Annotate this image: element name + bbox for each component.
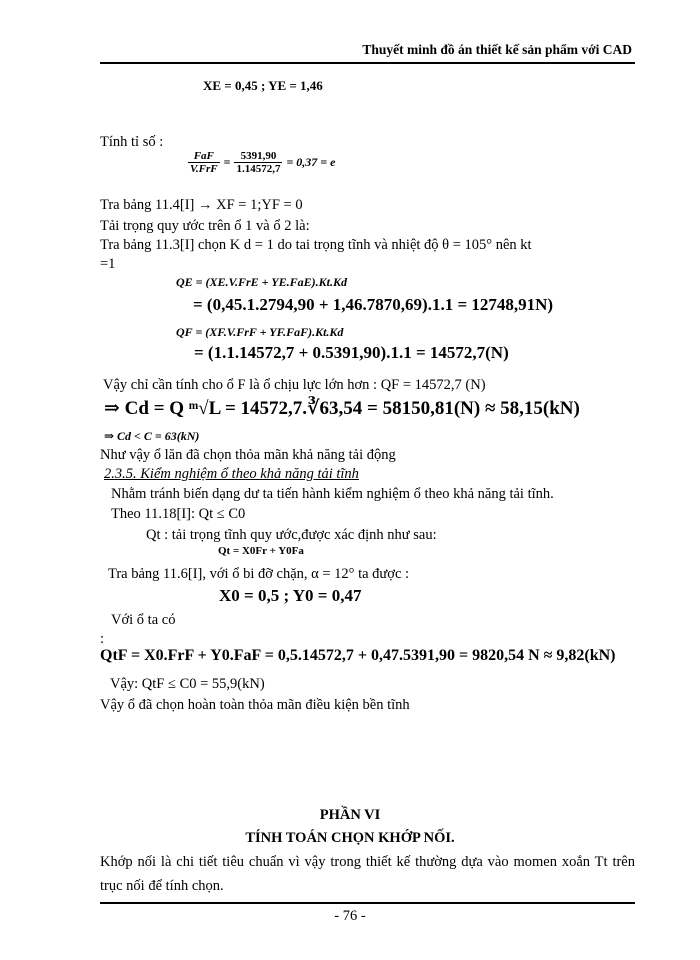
static-compare-line: Vậy: QtF ≤ C0 = 55,9(kN) <box>110 676 265 692</box>
formula-qe: QE = (XE.V.FrE + YE.FaE).Kt.Kd <box>176 275 347 289</box>
header-rule <box>100 62 635 64</box>
ratio-rhs-denominator: 1.14572,7 <box>236 163 281 175</box>
footer-rule <box>100 902 635 904</box>
formula-qtf: QtF = X0.FrF + Y0.FaF = 0,5.14572,7 + 0,47.5391,90 = 9820,54 N ≈ 9,82(kN) <box>100 647 616 664</box>
section-2-3-5-heading: 2.3.5. Kiểm nghiệm ổ theo khả năng tải tĩnh <box>104 466 359 482</box>
static-conclusion: Vậy ổ đã chọn hoàn toàn thỏa mãn điều kiện bền tĩnh <box>100 697 410 713</box>
ratio-lhs-fraction <box>188 150 220 175</box>
formula-qf: QF = (XF.V.FrF + YF.FaF).Kt.Kd <box>176 325 344 339</box>
ratio-rhs-numerator: 5391,90 <box>234 150 282 163</box>
dynamic-load-conclusion: Như vậy ổ lăn đã chọn thỏa mãn khả năng tải động <box>100 447 396 463</box>
formula-cd-compare: ⇒ Cd < C = 63(kN) <box>104 429 200 443</box>
voi-o-ta-co: Với ổ ta có <box>111 612 176 628</box>
page-header-title: Thuyết minh đồ án thiết kế sản phẩm với CAD <box>362 42 632 57</box>
table-11-6-line: Tra bảng 11.6[I], với ổ bi đỡ chặn, α = 12° ta được : <box>108 566 410 582</box>
conclusion-f-bearing: Vậy chỉ cần tính cho ổ F là ổ chịu lực lớn hơn : QF = 14572,7 (N) <box>103 377 486 393</box>
ratio-rhs-fraction <box>234 150 282 175</box>
page-number: - 76 - <box>334 908 366 924</box>
formula-cd: ⇒ Cd = Q ᵐ√L = 14572,7.∛63,54 = 58150,81(N) ≈ 58,15(kN) <box>104 398 580 419</box>
formula-xe-ye: XE = 0,45 ; YE = 1,46 <box>203 78 323 93</box>
static-check-intro: Nhằm tránh biến dạng dư ta tiến hành kiểm nghiệm ổ theo khả năng tải tĩnh. <box>111 486 554 502</box>
ratio-lhs-numerator: FaF <box>188 150 220 163</box>
ratio-formula: $\frac{\text{FaF}}{\text{V.FrF}}$ = $\frac{5391,90}{1.14572,7}$ = 0,37 = e <box>190 150 336 175</box>
ratio-lhs-denominator: V.FrF <box>190 163 218 175</box>
formula-qf-value: = (1.1.14572,7 + 0.5391,90).1.1 = 14572,7(N) <box>194 343 509 362</box>
formula-qt: Qt = X0Fr + Y0Fa <box>218 545 304 557</box>
load-intro: Tải trọng quy ước trên ổ 1 và ổ 2 là: <box>100 218 310 234</box>
part-paragraph: Khớp nối là chi tiết tiêu chuẩn vì vậy trong thiết kế thường dựa vào momen xoắn Tt trên trục nối để tính chọn. <box>100 854 635 894</box>
table-11-3-line: Tra bảng 11.3[I] chọn K d = 1 do tai trọng tĩnh và nhiệt độ θ = 105° nên kt <box>100 237 532 253</box>
table-11-4-line: Tra bảng 11.4[I] → XF = 1;YF = 0 <box>100 197 303 213</box>
formula-qe-value: = (0,45.1.2794,90 + 1,46.7870,69).1.1 = 12748,91N) <box>193 295 554 314</box>
part-title: TÍNH TOÁN CHỌN KHỚP NỐI. <box>245 830 455 846</box>
ratio-result: = 0,37 = e <box>286 155 336 170</box>
table-11-3-continuation: =1 <box>100 256 116 272</box>
theo-11-18-line: Theo 11.18[I]: Qt ≤ C0 <box>111 506 246 522</box>
colon-line: : <box>100 631 105 647</box>
formula-x0-y0: X0 = 0,5 ; Y0 = 0,47 <box>219 586 362 605</box>
part-heading: PHẦN VI <box>319 807 381 823</box>
ratio-heading: Tính tỉ số : <box>100 134 164 150</box>
qt-definition: Qt : tải trọng tĩnh quy ước,được xác định như sau: <box>146 527 437 543</box>
